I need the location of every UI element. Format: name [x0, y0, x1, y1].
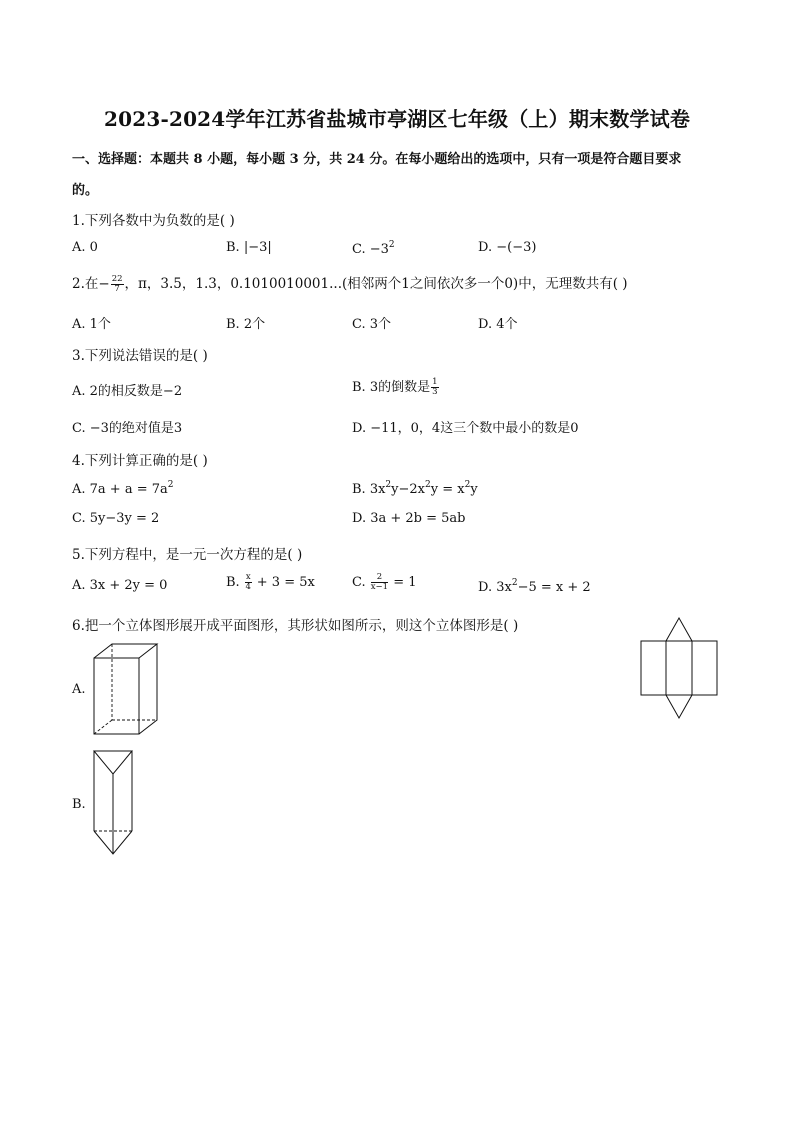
prism-front-face	[94, 658, 139, 734]
question-1-stem: 1.下列各数中为负数的是( )	[72, 213, 235, 229]
q6-option-a: A.	[72, 682, 86, 697]
q3-option-c: C. −3的绝对值是3	[72, 421, 183, 436]
question-4-stem: 4.下列计算正确的是( )	[72, 453, 208, 469]
triangular-prism-top-face	[94, 751, 132, 774]
q4-option-a: A. $7a + a = 7a^2$	[72, 480, 174, 497]
fraction-22-7: $\frac{22}{7}$	[111, 274, 123, 294]
question-6-stem: 6.把一个立体图形展开成平面图形，其形状如图所示，则这个立体图形是( )	[72, 618, 519, 634]
q1-option-a: A. 0	[72, 240, 98, 255]
q4-option-b: B. $3x^2y-2x^2y = x^2y$	[352, 480, 478, 497]
q2-option-a: A. 1个	[72, 317, 111, 332]
q4-option-c: C. 5y−3y = 2	[72, 511, 160, 526]
question-2-stem: 2.在− $\frac{22}{7}$ ，π，3.5，1.3，0.1010010001...(相邻两个1之间依次多一个0)中，无理数共有( )	[72, 274, 628, 294]
rectangular-prism-figure	[90, 641, 162, 738]
q2-option-d: D. 4个	[478, 317, 518, 332]
q5-option-a: A. 3x + 2y = 0	[72, 578, 168, 593]
q2-option-b: B. 2个	[226, 317, 266, 332]
net-top-triangle	[666, 618, 692, 641]
q1-option-d: D. −(−3)	[478, 240, 537, 255]
prism-right-edges	[139, 644, 157, 734]
q3-option-b: B. 3的倒数是 $\frac{1}{3}$	[352, 377, 438, 397]
prism-top-face	[94, 644, 157, 658]
q1-option-b: B. |−3|	[226, 240, 272, 255]
q5-option-d: D. $3x^2-5 = x + 2$	[478, 578, 591, 595]
q6-option-b: B.	[72, 797, 86, 812]
q3-option-a: A. 2的相反数是−2	[72, 384, 183, 399]
q4-option-d: D. 3a + 2b = 5ab	[352, 511, 466, 526]
q1-option-c: C. $-3^2$	[352, 240, 395, 257]
question-5-stem: 5.下列方程中，是一元一次方程的是( )	[72, 547, 303, 563]
prism-net-diagram	[638, 616, 722, 722]
q2-option-c: C. 3个	[352, 317, 392, 332]
page-title: 2023-2024学年江苏省盐城市亭湖区七年级（上）期末数学试卷	[103, 107, 691, 131]
prism-hidden-side-edge	[94, 720, 112, 734]
section-instructions-line2: 的。	[72, 183, 99, 198]
question-3-stem: 3.下列说法错误的是( )	[72, 348, 208, 364]
triangular-prism-figure	[90, 748, 138, 860]
net-rectangles-outline	[641, 641, 717, 695]
q5-option-c: C. $\frac{2}{x-1}$ = 1	[352, 572, 417, 592]
net-bottom-triangle	[666, 695, 692, 718]
section-instructions-line1: 一、选择题：本题共 8 小题，每小题 3 分，共 24 分。在每小题给出的选项中，只有一项是符合题目要求	[72, 152, 682, 167]
q5-option-b: B. $\frac{x}{4}$ + 3 = 5x	[226, 572, 315, 592]
q3-option-d: D. −11，0，4这三个数中最小的数是0	[352, 421, 579, 436]
